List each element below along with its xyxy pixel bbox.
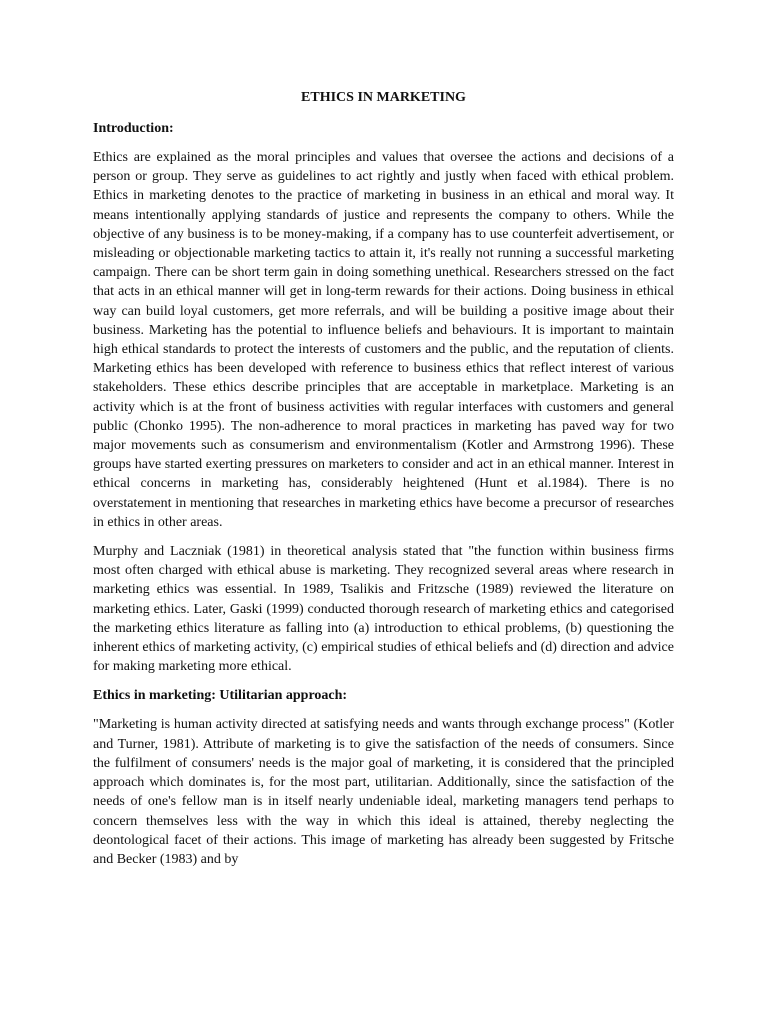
paragraph-introduction-2: Murphy and Laczniak (1981) in theoretical analysis stated that "the function within business firms most often charged with ethical abuse is marketing. They recognized several areas where research in marketing ethics was essential. In 1989, Tsalikis and Fritzsche (1989) reviewed the literature on marketing ethics. Later, Gaski (1999) conducted thorough research of marketing ethics and categorised the marketing ethics literature as falling into (a) introduction to ethical problems, (b) questioning the inherent ethics of marketing activity, (c) empirical studies of ethical beliefs and (d) direction and advice for making marketing more ethical.: [93, 544, 674, 675]
paragraph-utilitarian-1: "Marketing is human activity directed at satisfying needs and wants through exchange process" (Kotler and Turner, 1981). Attribute of marketing is to give the satisfaction of the needs of consumers. Since the fulfilment of consumers' needs is the major goal of marketing, it is considered that the principled approach which dominates is, for the most part, utilitarian. Additionally, since the satisfaction of the needs of one's fellow man is in itself nearly undeniable ideal, marketing managers tend perhaps to concern themselves less with the way in which this ideal is attained, thereby neglecting the deontological facet of their actions. This image of marketing has already been suggested by Fritsche and Becker (1983) and by: [93, 717, 674, 867]
document-page: [93, 88, 674, 879]
section-heading-utilitarian: Ethics in marketing: Utilitarian approach:: [93, 688, 348, 704]
section-heading-introduction: Introduction:: [93, 121, 174, 136]
document-title: ETHICS IN MARKETING: [301, 90, 466, 105]
paragraph-introduction-1: Ethics are explained as the moral principles and values that oversee the actions and decisions of a person or group. They serve as guidelines to act rightly and justly when faced with ethical problem. Ethics in marketing denotes to the practice of marketing in business in an ethical and moral way. It means intentionally applying standards of justice and represents the company to others. While the objective of any business is to be money-making, if a company has to use counterfeit advertisement, or misleading or objectionable marketing tactics to attain it, it's really not running a successful marketing campaign. There can be short term gain in doing something unethical. Researchers stressed on the fact that acts in an ethical manner will get in long-term rewards for their actions. Doing business in ethical way can build loyal customers, get more referrals, and will be building a positive image about their business. Marketing has the potential to influence beliefs and behaviours. It is important to maintain high ethical standards to protect the interests of customers and the public, and the reputation of clients. Marketing ethics has been developed with reference to business ethics that reflect interest of various stakeholders. These ethics describe principles that are acceptable in marketplace. Marketing is an activity which is at the front of business activities with regular interfaces with customers and general public (Chonko 1995). The non-adherence to moral practices in marketing has paved way for two major movements such as consumerism and environmentalism (Kotler and Armstrong 1996). These groups have started exerting pressures on marketers to consider and act in an ethical manner. Interest in ethical concerns in marketing has, considerably heightened (Hunt et al.1984). There is no overstatement in mentioning that researches in marketing ethics have become a precursor of researches in ethics in other areas.: [93, 150, 674, 530]
